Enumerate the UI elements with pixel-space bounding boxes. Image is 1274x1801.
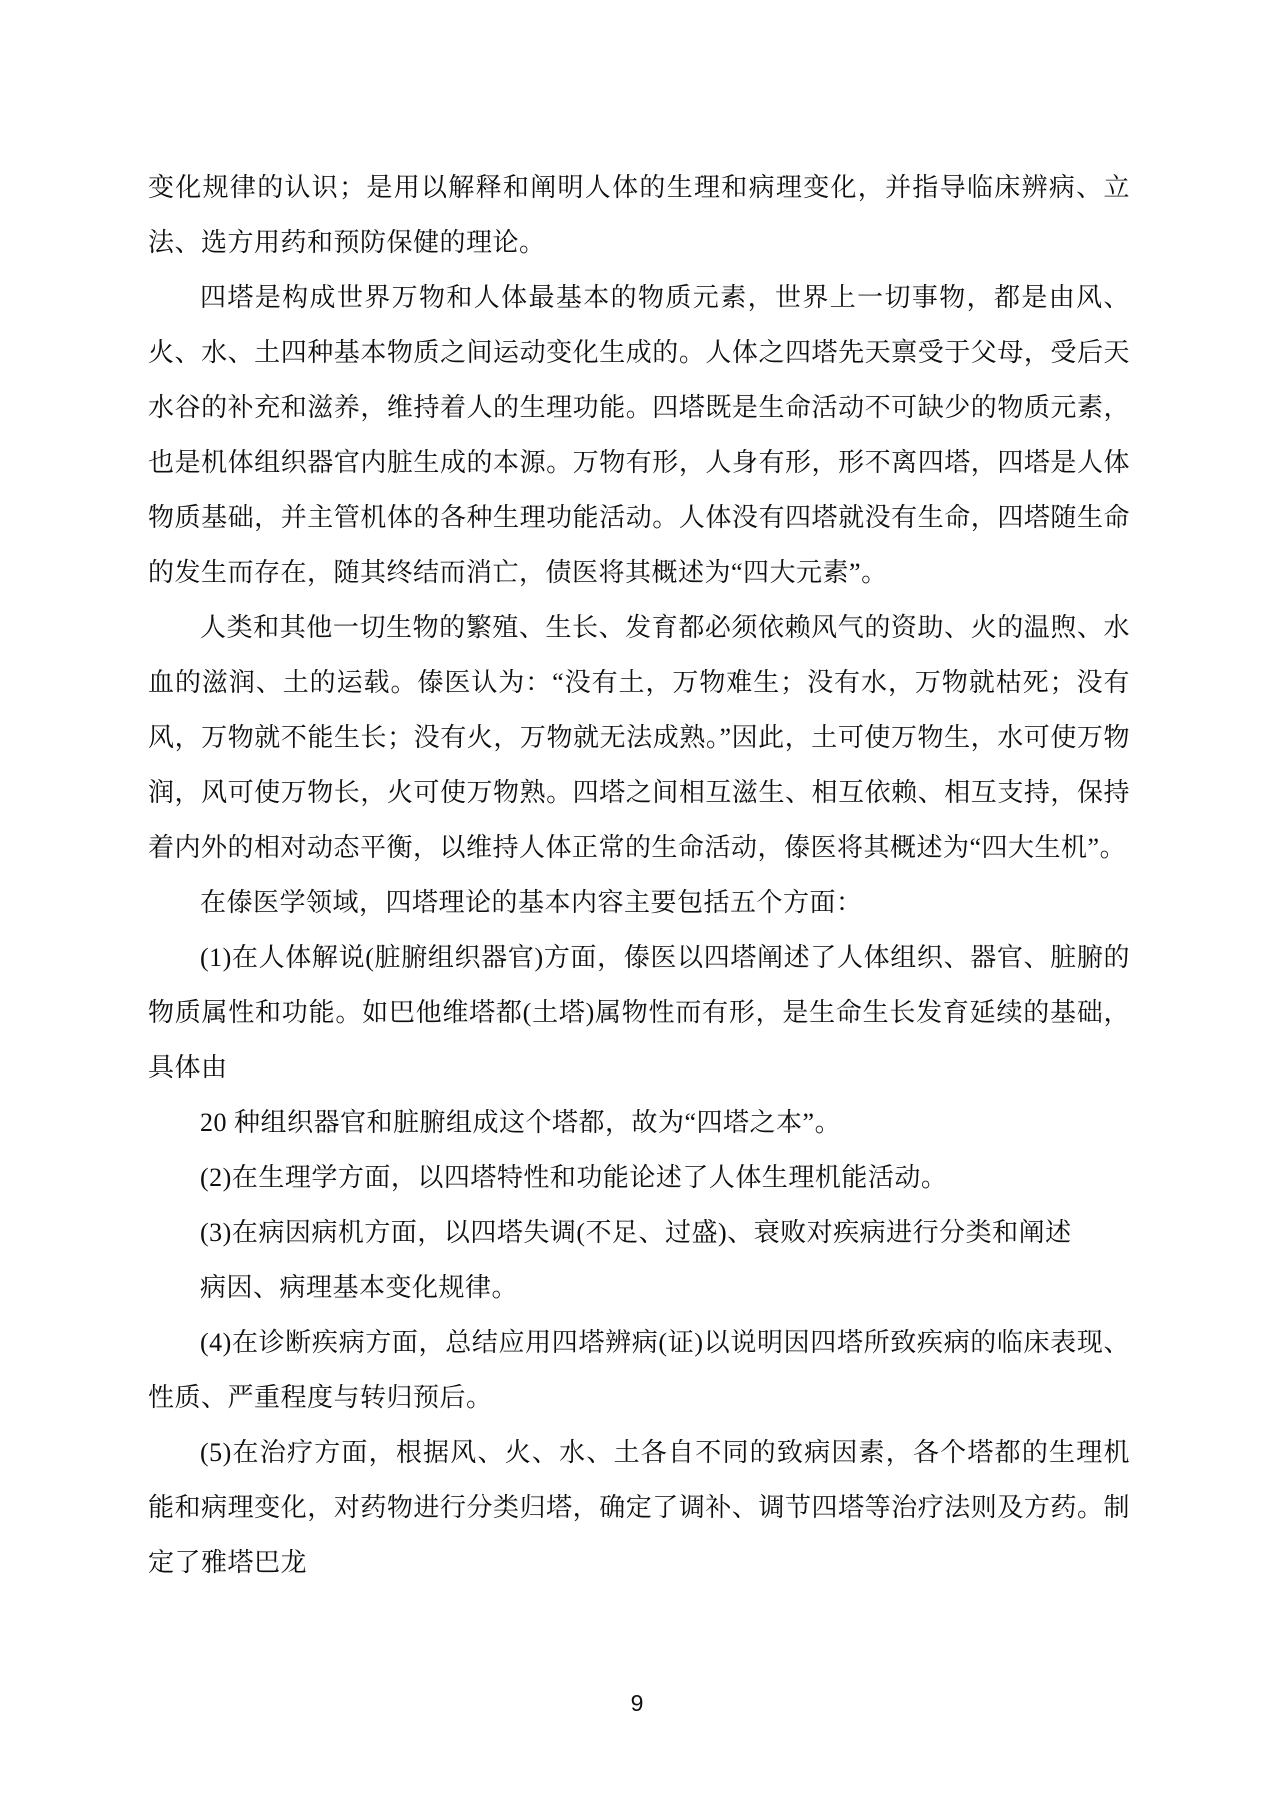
paragraph-four-life-forces: 人类和其他一切生物的繁殖、生长、发育都必须依赖风气的资助、火的温煦、水血的滋润、土的运载。傣医认为：“没有土，万物难生；没有水，万物就枯死；没有风，万物就不能生长；没有火，万物就无法成熟。”因此，土可使万物生，水可使万物润，风可使万物长，火可使万物熟。四塔之间相互滋生、相互依赖、相互支持，保持着内外的相对动态平衡，以维持人体正常的生命活动，傣医将其概述为“四大生机”。: [148, 613, 1130, 862]
paragraph-aspect-2: (2)在生理学方面，以四塔特性和功能论述了人体生理机能活动。: [200, 1163, 948, 1192]
paragraph-continuation: 变化规律的认识；是用以解释和阐明人体的生理和病理变化，并指导临床辨病、立法、选方用药和预防保健的理论。: [148, 173, 1130, 257]
page-footer: [0, 1690, 1274, 1717]
paragraph-aspect-1: (1)在人体解说(脏腑组织器官)方面，傣医以四塔阐述了人体组织、器官、脏腑的物质属性和功能。如巴他维塔都(土塔)属物性而有形，是生命生长发育延续的基础，具体由: [148, 943, 1130, 1082]
paragraph-aspect-4: (4)在诊断疾病方面，总结应用四塔辨病(证)以说明因四塔所致疾病的临床表现、性质、严重程度与转归预后。: [148, 1328, 1130, 1412]
paragraph-aspect-5: (5)在治疗方面，根据风、火、水、土各自不同的致病因素，各个塔都的生理机能和病理变化，对药物进行分类归塔，确定了调补、调节四塔等治疗法则及方药。制定了雅塔巴龙: [148, 1438, 1130, 1577]
paragraph-aspect-1-continued: 20 种组织器官和脏腑组成这个塔都，故为“四塔之本”。: [200, 1108, 842, 1137]
document-body: [148, 160, 1130, 1590]
paragraph-aspect-3-continued: 病因、病理基本变化规律。: [200, 1273, 519, 1302]
paragraph-four-towers-elements: 四塔是构成世界万物和人体最基本的物质元素，世界上一切事物，都是由风、火、水、土四种基本物质之间运动变化生成的。人体之四塔先天禀受于父母，受后天水谷的补充和滋养，维持着人的生理功能。四塔既是生命活动不可缺少的物质元素，也是机体组织器官内脏生成的本源。万物有形，人身有形，形不离四塔，四塔是人体物质基础，并主管机体的各种生理功能活动。人体没有四塔就没有生命，四塔随生命的发生而存在，随其终结而消亡，债医将其概述为“四大元素”。: [148, 283, 1130, 587]
paragraph-five-aspects-intro: 在傣医学领域，四塔理论的基本内容主要包括五个方面：: [200, 888, 863, 917]
paragraph-aspect-3: (3)在病因病机方面，以四塔失调(不足、过盛)、衰败对疾病进行分类和阐述: [200, 1218, 1072, 1247]
page-number: 9: [630, 1690, 644, 1716]
